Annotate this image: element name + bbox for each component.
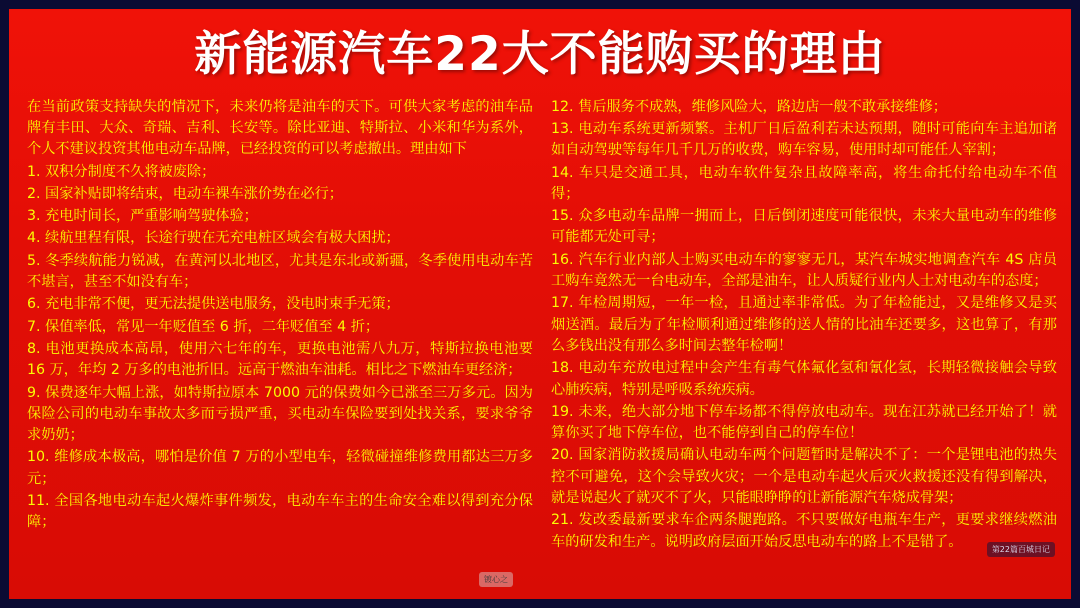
paragraph: 9. 保费逐年大幅上涨，如特斯拉原本 7000 元的保费如今已涨至三万多元。因为保险公司的电动车事故太多而亏损严重，买电动车保险要到处找关系，要求爷爷求奶奶； — [27, 384, 533, 444]
paragraph: 8. 电池更换成本高昂，使用六七年的车，更换电池需八九万，特斯拉换电池要 16 万，年均 2 万多的电池折旧。远高于燃油车油耗。相比之下燃油车更经济； — [27, 340, 533, 379]
poster-body — [9, 81, 1071, 554]
paragraph: 7. 保值率低，常见一年贬值至 6 折，二年贬值至 4 折； — [27, 318, 380, 335]
paragraph: 4. 续航里程有限，长途行驶在无充电桩区域会有极大困扰； — [27, 230, 400, 247]
paragraph: 2. 国家补贴即将结束，电动车裸车涨价势在必行； — [27, 185, 343, 202]
paragraph: 19. 未来，绝大部分地下停车场都不得停放电动车。现在江苏就已经开始了！就算你买了地下停车位，也不能停到自己的停车位！ — [551, 403, 1057, 442]
frame-border-top — [0, 0, 1080, 9]
paragraph: 12. 售后服务不成熟，维修风险大，路边店一般不敢承接维修； — [551, 98, 947, 115]
paragraph: 20. 国家消防救援局确认电动车两个问题暂时是解决不了：一个是锂电池的热失控不可避免，这个会导致火灾；一个是电动车起火后灭火救援还没有得到解决，就是说起火了就灭不了火，只能眼睁睁的让新能源汽车烧成骨架； — [551, 447, 1057, 507]
watermark-bottom-right: 第22篇百城日记 — [987, 542, 1055, 557]
paragraph: 1. 双积分制度不久将被废除； — [27, 163, 216, 180]
paragraph: 3. 充电时间长，严重影响驾驶体验； — [27, 208, 258, 225]
paragraph: 5. 冬季续航能力锐减，在黄河以北地区，尤其是东北或新疆，冬季使用电动车苦不堪言，甚至不如没有车； — [27, 252, 533, 291]
frame-border-right — [1071, 0, 1080, 608]
paragraph: 14. 车只是交通工具，电动车软件复杂且故障率高，将生命托付给电动车不值得； — [551, 164, 1057, 202]
paragraph: 11. 全国各地电动车起火爆炸事件频发，电动车车主的生命安全难以得到充分保障； — [27, 493, 533, 531]
paragraph: 10. 维修成本极高，哪怕是价值 7 万的小型电车，轻微碰撞维修费用都达三万多元； — [27, 449, 533, 487]
frame-border-left — [0, 0, 9, 608]
watermark-bottom-center: 镀心之 — [479, 572, 513, 587]
paragraph: 17. 年检周期短，一年一检，且通过率非常低。为了年检能过，又是维修又是买烟送酒。最后为了年检顺利通过维修的送人情的比油车还要多，这也算了，有那么多钱出没有那么多时间去整年检啊！ — [551, 295, 1057, 354]
left-column — [27, 97, 533, 554]
paragraph: 6. 充电非常不便，更无法提供送电服务，没电时束手无策； — [27, 296, 400, 313]
frame-border-bottom — [0, 599, 1080, 608]
paragraph: 21. 发改委最新要求车企两条腿跑路。不只要做好电瓶车生产，更要求继续燃油车的研发和生产。说明政府层面开始反思电动车的路上不是错了。 — [551, 512, 1057, 550]
paragraph: 在当前政策支持缺失的情况下，未来仍将是油车的天下。可供大家考虑的油车品牌有丰田、大众、奇瑞、吉利、长安等。除比亚迪、特斯拉、小米和华为系外，个人不建议投资其他电动车品牌，已经投资的可以考虑撤出。理由如下 — [27, 98, 533, 158]
poster-title: 新能源汽车22大不能购买的理由 — [194, 27, 886, 82]
paragraph: 13. 电动车系统更新频繁。主机厂日后盈利若未达预期，随时可能向车主追加诸如自动驾驶等每年几千几万的收费，购车容易，使用时却可能任人宰割； — [551, 120, 1057, 159]
paragraph: 18. 电动车充放电过程中会产生有毒气体氟化氢和氰化氢，长期轻微接触会导致心肺疾病，特别是呼吸系统疾病。 — [551, 360, 1057, 398]
paragraph: 16. 汽车行业内部人士购买电动车的寥寥无几，某汽车城实地调查汽车 4S 店员工购车竟然无一台电动车，全部是油车，让人质疑行业内人士对电动车的态度； — [551, 251, 1057, 290]
right-column — [551, 97, 1057, 554]
poster-inner — [9, 9, 1071, 599]
paragraph: 15. 众多电动车品牌一拥而上，日后倒闭速度可能很快，未来大量电动车的维修可能都无处可寻； — [551, 208, 1057, 246]
